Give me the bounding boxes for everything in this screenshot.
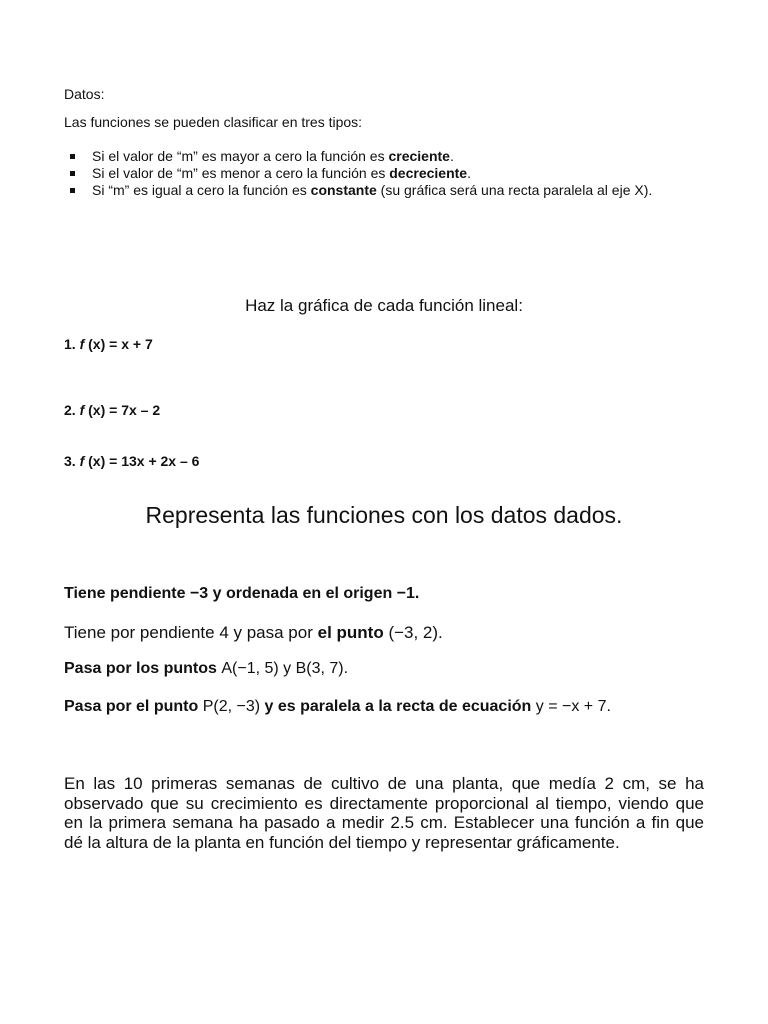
square-bullet-icon	[70, 154, 75, 159]
list-item-constante: Si “m” es igual a cero la función es constante (su gráfica será una recta paralela al eje X).	[64, 182, 704, 199]
intro-text: Las funciones se pueden clasificar en tres tipos:	[64, 114, 363, 130]
section-heading-representa: Representa las funciones con los datos dados.	[145, 502, 623, 528]
list-item-decreciente: Si el valor de “m” es menor a cero la función es decreciente.	[64, 165, 704, 182]
section-heading-graficas: Haz la gráfica de cada función lineal:	[245, 296, 523, 315]
function-item-3: 3. f (x) = 13x + 2x – 6	[64, 453, 200, 469]
exercise-1: Tiene pendiente −3 y ordenada en el origen −1.	[64, 585, 420, 602]
datos-label: Datos:	[64, 86, 105, 102]
square-bullet-icon	[70, 171, 75, 176]
function-item-2: 2. f (x) = 7x – 2	[64, 402, 161, 418]
exercise-3: Pasa por los puntos A(−1, 5) y B(3, 7).	[64, 660, 349, 677]
function-item-1: 1. f (x) = x + 7	[64, 336, 153, 352]
square-bullet-icon	[70, 188, 75, 193]
word-problem: En las 10 primeras semanas de cultivo de una planta, que medía 2 cm, se ha observado que su crecimiento es directamente proporcional al tiempo, viendo que en la primera semana ha pasado a medir 2.5 cm. Establecer una función a fin que dé la altura de la planta en función del tiempo y representar gráficamente.	[64, 774, 704, 852]
exercise-2: Tiene por pendiente 4 y pasa por el punto (−3, 2).	[64, 623, 443, 642]
exercise-4: Pasa por el punto P(2, −3) y es paralela a la recta de ecuación y = −x + 7.	[64, 698, 611, 715]
classification-list	[64, 148, 704, 199]
list-item-creciente: Si el valor de “m” es mayor a cero la función es creciente.	[64, 148, 704, 165]
